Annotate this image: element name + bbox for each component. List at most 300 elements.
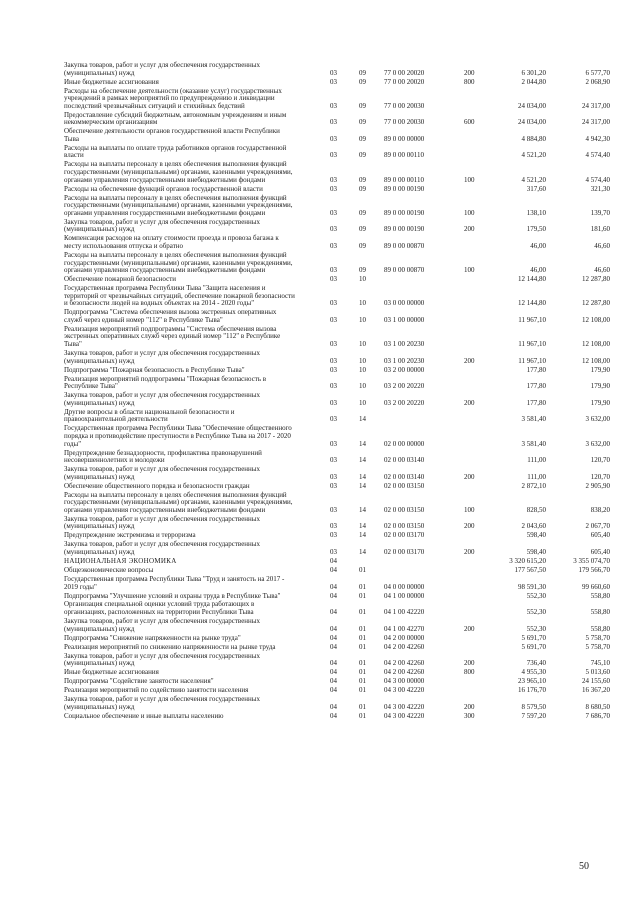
amount-year-1: 5 691,70 bbox=[521, 642, 546, 651]
table-row bbox=[64, 541, 610, 556]
amount-year-1: 12 144,80 bbox=[518, 275, 546, 284]
row-name: Подпрограмма "Пожарная безопасность в Республике Тыва" bbox=[64, 365, 245, 374]
target-article-code: 04 3 00 42220 bbox=[384, 711, 425, 720]
table-row bbox=[64, 376, 610, 391]
subsection-code: 09 bbox=[359, 241, 366, 250]
amount-year-2: 5 758,70 bbox=[585, 633, 610, 642]
section-code: 03 bbox=[330, 77, 337, 86]
section-code: 03 bbox=[330, 266, 337, 275]
expense-type-code: 200 bbox=[464, 398, 475, 407]
section-code: 03 bbox=[330, 382, 337, 391]
target-article-code: 04 3 00 42220 bbox=[384, 702, 425, 711]
subsection-code: 01 bbox=[359, 642, 366, 651]
amount-year-2: 558,80 bbox=[590, 624, 610, 633]
subsection-code: 10 bbox=[359, 340, 366, 349]
section-code: 03 bbox=[330, 531, 337, 540]
section-code: 04 bbox=[330, 642, 337, 651]
row-name: Подпрограмма "Снижение напряженности на рынке труда" bbox=[64, 633, 241, 642]
section-code: 03 bbox=[330, 415, 337, 424]
row-name: Расходы на выплаты персоналу в целях обеспечения выполнения функций государственными (муниципальными) органами, казенными учреждениями, органами управления государственными внебюджетными фондами bbox=[64, 250, 293, 275]
row-name: Расходы на обеспечение функций органов государственной власти bbox=[64, 184, 263, 193]
section-code: 03 bbox=[330, 225, 337, 234]
subsection-code: 10 bbox=[359, 365, 366, 374]
target-article-code: 03 0 00 00000 bbox=[384, 299, 425, 308]
section-code: 04 bbox=[330, 565, 337, 574]
row-name: Реализация мероприятий по содействию занятости населения bbox=[64, 686, 249, 695]
amount-year-2: 838,20 bbox=[590, 505, 610, 514]
row-name: Общеэкономические вопросы bbox=[64, 565, 154, 574]
amount-year-1: 598,40 bbox=[526, 547, 546, 556]
subsection-code: 01 bbox=[359, 677, 366, 686]
expense-type-code: 200 bbox=[464, 522, 475, 531]
section-code: 03 bbox=[330, 118, 337, 127]
section-code: 03 bbox=[330, 340, 337, 349]
section-code: 04 bbox=[330, 702, 337, 711]
row-name: Закупка товаров, работ и услуг для обеспечения государственных (муниципальных) нужд bbox=[64, 514, 261, 531]
amount-year-1: 24 034,00 bbox=[518, 118, 546, 127]
amount-year-1: 552,30 bbox=[526, 624, 546, 633]
row-name: Закупка товаров, работ и услуг для обеспечения государственных (муниципальных) нужд bbox=[64, 349, 261, 365]
amount-year-1: 317,60 bbox=[526, 184, 546, 193]
amount-year-2: 605,40 bbox=[590, 531, 610, 540]
amount-year-2: 46,60 bbox=[594, 266, 610, 275]
target-article-code: 04 1 00 42270 bbox=[384, 624, 425, 633]
amount-year-2: 179,90 bbox=[590, 398, 610, 407]
row-name: Компенсация расходов на оплату стоимости проезда и провоза багажа к месту использования отпуска и обратно bbox=[64, 234, 279, 250]
expense-type-code: 100 bbox=[464, 505, 475, 514]
table-row bbox=[64, 713, 610, 721]
amount-year-2: 16 367,20 bbox=[582, 686, 610, 695]
table-row bbox=[64, 618, 610, 633]
subsection-code: 09 bbox=[359, 266, 366, 275]
section-code: 03 bbox=[330, 522, 337, 531]
amount-year-1: 16 176,70 bbox=[518, 686, 546, 695]
subsection-code: 09 bbox=[359, 118, 366, 127]
row-name: Предупреждение экстремизма и терроризма bbox=[64, 531, 196, 540]
amount-year-1: 7 597,20 bbox=[521, 711, 546, 720]
subsection-code: 14 bbox=[359, 505, 366, 514]
expense-type-code: 100 bbox=[464, 208, 475, 217]
table-row bbox=[64, 128, 610, 143]
expense-type-code: 200 bbox=[464, 225, 475, 234]
row-name: Государственная программа Республики Тыва "Защита населения и территорий от чрезвычайных ситуаций, обеспечение пожарной безопасности и безопасности людей на водных объектах на 2014 - 2020 годы" bbox=[64, 284, 295, 308]
amount-year-2: 2 905,90 bbox=[585, 481, 610, 490]
section-code: 04 bbox=[330, 608, 337, 617]
target-article-code: 03 2 00 20220 bbox=[384, 382, 425, 391]
section-code: 03 bbox=[330, 456, 337, 465]
expense-type-code: 200 bbox=[464, 472, 475, 481]
row-name: Расходы на обеспечение деятельности (оказание услуг) государственных учреждений в рамках мероприятий по предупреждению и ликвидации последствий чрезвычайных ситуаций и стихийных бедствий bbox=[64, 86, 282, 110]
row-name: Реализация мероприятий подпрограммы "Пожарная безопасность в Республике Тыва" bbox=[64, 374, 267, 391]
row-name: Обеспечение деятельности органов государственной власти Республики Тыва bbox=[64, 127, 280, 143]
target-article-code: 89 0 00 00000 bbox=[384, 134, 425, 143]
table-row bbox=[64, 669, 610, 677]
target-article-code: 77 0 00 20020 bbox=[384, 77, 425, 86]
table-row bbox=[64, 145, 610, 160]
amount-year-2: 3 632,00 bbox=[585, 439, 610, 448]
amount-year-1: 3 581,40 bbox=[521, 439, 546, 448]
section-code: 04 bbox=[330, 582, 337, 591]
section-code: 03 bbox=[330, 184, 337, 193]
expense-type-code: 200 bbox=[464, 702, 475, 711]
subsection-code: 14 bbox=[359, 472, 366, 481]
row-name: Закупка товаров, работ и услуг для обеспечения государственных (муниципальных) нужд bbox=[64, 695, 261, 711]
amount-year-1: 4 521,20 bbox=[521, 151, 546, 160]
row-name: Расходы на выплаты по оплате труда работников органов государственной власти bbox=[64, 143, 287, 160]
amount-year-2: 12 108,00 bbox=[582, 356, 610, 365]
section-code: 03 bbox=[330, 101, 337, 110]
amount-year-1: 552,30 bbox=[526, 608, 546, 617]
row-name: Закупка товаров, работ и услуг для обеспечения государственных (муниципальных) нужд bbox=[64, 617, 261, 633]
table-row bbox=[64, 558, 610, 566]
amount-year-2: 12 108,00 bbox=[582, 340, 610, 349]
table-row bbox=[64, 309, 610, 324]
row-name: Обеспечение общественного порядка и безопасности граждан bbox=[64, 481, 250, 490]
row-name: Закупка товаров, работ и услуг для обеспечения государственных (муниципальных) нужд bbox=[64, 391, 261, 407]
table-row bbox=[64, 62, 610, 77]
section-code: 03 bbox=[330, 68, 337, 77]
section-code: 03 bbox=[330, 315, 337, 324]
amount-year-1: 98 591,30 bbox=[518, 582, 546, 591]
table-row bbox=[64, 79, 610, 87]
table-row bbox=[64, 687, 610, 695]
amount-year-2: 3 355 074,70 bbox=[573, 556, 610, 565]
amount-year-2: 120,70 bbox=[590, 456, 610, 465]
table-row bbox=[64, 161, 610, 184]
subsection-code: 01 bbox=[359, 591, 366, 600]
table-row bbox=[64, 653, 610, 668]
amount-year-1: 11 967,10 bbox=[518, 315, 546, 324]
section-code: 04 bbox=[330, 624, 337, 633]
subsection-code: 14 bbox=[359, 531, 366, 540]
row-name: Социальное обеспечение и иные выплаты населению bbox=[64, 711, 224, 720]
amount-year-1: 177,80 bbox=[526, 365, 546, 374]
amount-year-1: 23 965,10 bbox=[518, 677, 546, 686]
target-article-code: 02 0 00 00000 bbox=[384, 439, 425, 448]
amount-year-2: 8 680,50 bbox=[585, 702, 610, 711]
target-article-code: 04 0 00 00000 bbox=[384, 582, 425, 591]
amount-year-2: 181,60 bbox=[590, 225, 610, 234]
row-name: Подпрограмма "Улучшение условий и охраны труда в Республике Тыва" bbox=[64, 591, 281, 600]
subsection-code: 09 bbox=[359, 184, 366, 193]
amount-year-2: 2 067,70 bbox=[585, 522, 610, 531]
target-article-code: 04 2 00 00000 bbox=[384, 633, 425, 642]
amount-year-1: 5 691,70 bbox=[521, 633, 546, 642]
subsection-code: 01 bbox=[359, 702, 366, 711]
target-article-code: 89 0 00 00110 bbox=[384, 175, 424, 184]
table-row bbox=[64, 644, 610, 652]
section-code: 03 bbox=[330, 398, 337, 407]
row-name: Расходы на выплаты персоналу в целях обеспечения выполнения функций государственными (муниципальными) органами, казенными учреждениями, органами управления государственными внебюджетными фондами bbox=[64, 193, 293, 217]
subsection-code: 09 bbox=[359, 175, 366, 184]
row-name: Государственная программа Республики Тыва "Труд и занятость на 2017 - 2019 годы" bbox=[64, 574, 285, 591]
target-article-code: 77 0 00 20020 bbox=[384, 68, 425, 77]
amount-year-1: 4 955,30 bbox=[521, 668, 546, 677]
amount-year-2: 24 317,00 bbox=[582, 118, 610, 127]
subsection-code: 01 bbox=[359, 668, 366, 677]
row-name: НАЦИОНАЛЬНАЯ ЭКОНОМИКА bbox=[64, 556, 177, 565]
table-row bbox=[64, 276, 610, 284]
expense-type-code: 300 bbox=[464, 711, 475, 720]
subsection-code: 01 bbox=[359, 624, 366, 633]
amount-year-1: 8 579,50 bbox=[521, 702, 546, 711]
amount-year-1: 111,00 bbox=[527, 472, 546, 481]
target-article-code: 03 2 00 00000 bbox=[384, 365, 425, 374]
target-article-code: 89 0 00 00870 bbox=[384, 241, 425, 250]
amount-year-1: 46,00 bbox=[530, 266, 546, 275]
amount-year-1: 4 521,20 bbox=[521, 175, 546, 184]
table-row bbox=[64, 252, 610, 275]
subsection-code: 09 bbox=[359, 101, 366, 110]
row-name: Обеспечение пожарной безопасности bbox=[64, 275, 177, 284]
amount-year-1: 111,00 bbox=[527, 456, 546, 465]
subsection-code: 09 bbox=[359, 68, 366, 77]
section-code: 03 bbox=[330, 365, 337, 374]
amount-year-2: 7 686,70 bbox=[585, 711, 610, 720]
table-row bbox=[64, 350, 610, 365]
subsection-code: 10 bbox=[359, 398, 366, 407]
amount-year-2: 12 108,00 bbox=[582, 315, 610, 324]
expense-type-code: 200 bbox=[464, 624, 475, 633]
table-row bbox=[64, 635, 610, 643]
subsection-code: 14 bbox=[359, 456, 366, 465]
table-row bbox=[64, 392, 610, 407]
target-article-code: 77 0 00 20030 bbox=[384, 118, 425, 127]
section-code: 04 bbox=[330, 659, 337, 668]
target-article-code: 04 3 00 00000 bbox=[384, 677, 425, 686]
subsection-code: 01 bbox=[359, 608, 366, 617]
section-code: 03 bbox=[330, 547, 337, 556]
section-code: 04 bbox=[330, 633, 337, 642]
amount-year-2: 4 942,30 bbox=[585, 134, 610, 143]
table-row bbox=[64, 195, 610, 218]
expense-type-code: 800 bbox=[464, 668, 475, 677]
table-row bbox=[64, 425, 610, 448]
amount-year-1: 736,40 bbox=[526, 659, 546, 668]
section-code: 03 bbox=[330, 275, 337, 284]
table-row bbox=[64, 235, 610, 250]
amount-year-1: 177,80 bbox=[526, 382, 546, 391]
target-article-code: 04 3 00 42220 bbox=[384, 686, 425, 695]
section-code: 03 bbox=[330, 151, 337, 160]
table-row bbox=[64, 567, 610, 575]
row-name: Иные бюджетные ассигнования bbox=[64, 77, 159, 86]
amount-year-1: 3 581,40 bbox=[521, 415, 546, 424]
section-code: 03 bbox=[330, 472, 337, 481]
target-article-code: 02 0 00 03170 bbox=[384, 531, 425, 540]
table-row bbox=[64, 367, 610, 375]
target-article-code: 04 2 00 42260 bbox=[384, 668, 425, 677]
row-name: Закупка товаров, работ и услуг для обеспечения государственных (муниципальных) нужд bbox=[64, 540, 261, 556]
target-article-code: 04 1 00 00000 bbox=[384, 591, 425, 600]
amount-year-2: 3 632,00 bbox=[585, 415, 610, 424]
target-article-code: 77 0 00 20030 bbox=[384, 101, 425, 110]
section-code: 03 bbox=[330, 505, 337, 514]
section-code: 04 bbox=[330, 677, 337, 686]
target-article-code: 89 0 00 00190 bbox=[384, 225, 425, 234]
table-row bbox=[64, 450, 610, 465]
amount-year-2: 99 660,60 bbox=[582, 582, 610, 591]
row-name: Расходы на выплаты персоналу в целях обеспечения выполнения функций государственными (муниципальными) органами, казенными учреждениями, органами управления государственными внебюджетными фондами bbox=[64, 490, 293, 514]
target-article-code: 89 0 00 00110 bbox=[384, 151, 424, 160]
amount-year-1: 11 967,10 bbox=[518, 340, 546, 349]
amount-year-2: 321,30 bbox=[590, 184, 610, 193]
table-row bbox=[64, 112, 610, 127]
section-code: 03 bbox=[330, 299, 337, 308]
section-code: 03 bbox=[330, 356, 337, 365]
row-name: Расходы на выплаты персоналу в целях обеспечения выполнения функций государственными (муниципальными) органами, казенными учреждениями, органами управления государственными внебюджетными фондами bbox=[64, 160, 293, 184]
amount-year-1: 828,50 bbox=[526, 505, 546, 514]
expense-type-code: 100 bbox=[464, 175, 475, 184]
amount-year-1: 552,30 bbox=[526, 591, 546, 600]
target-article-code: 89 0 00 00190 bbox=[384, 208, 425, 217]
expense-type-code: 100 bbox=[464, 266, 475, 275]
subsection-code: 10 bbox=[359, 275, 366, 284]
target-article-code: 02 0 00 03150 bbox=[384, 481, 425, 490]
amount-year-2: 5 013,60 bbox=[585, 668, 610, 677]
table-row bbox=[64, 593, 610, 601]
subsection-code: 09 bbox=[359, 77, 366, 86]
expense-type-code: 200 bbox=[464, 547, 475, 556]
amount-year-2: 4 574,40 bbox=[585, 151, 610, 160]
subsection-code: 10 bbox=[359, 299, 366, 308]
amount-year-1: 4 884,80 bbox=[521, 134, 546, 143]
section-code: 03 bbox=[330, 208, 337, 217]
subsection-code: 01 bbox=[359, 633, 366, 642]
table-row bbox=[64, 88, 610, 111]
table-row bbox=[64, 576, 610, 591]
section-code: 03 bbox=[330, 175, 337, 184]
target-article-code: 03 1 00 20230 bbox=[384, 356, 425, 365]
amount-year-2: 179,90 bbox=[590, 382, 610, 391]
section-code: 03 bbox=[330, 241, 337, 250]
subsection-code: 01 bbox=[359, 582, 366, 591]
subsection-code: 14 bbox=[359, 439, 366, 448]
section-code: 04 bbox=[330, 556, 337, 565]
budget-table bbox=[64, 62, 610, 720]
row-name: Закупка товаров, работ и услуг для обеспечения государственных (муниципальных) нужд bbox=[64, 465, 261, 481]
amount-year-2: 24 317,00 bbox=[582, 101, 610, 110]
table-row bbox=[64, 326, 610, 349]
subsection-code: 14 bbox=[359, 547, 366, 556]
amount-year-1: 177,80 bbox=[526, 398, 546, 407]
amount-year-2: 120,70 bbox=[590, 472, 610, 481]
row-name: Другие вопросы в области национальной безопасности и правоохранительной деятельности bbox=[64, 407, 235, 424]
subsection-code: 10 bbox=[359, 315, 366, 324]
amount-year-2: 605,40 bbox=[590, 547, 610, 556]
table-row bbox=[64, 601, 610, 616]
amount-year-1: 46,00 bbox=[530, 241, 546, 250]
table-row bbox=[64, 696, 610, 711]
expense-type-code: 600 bbox=[464, 118, 475, 127]
section-code: 04 bbox=[330, 591, 337, 600]
target-article-code: 03 2 00 20220 bbox=[384, 398, 425, 407]
target-article-code: 89 0 00 00190 bbox=[384, 184, 425, 193]
amount-year-1: 11 967,10 bbox=[518, 356, 546, 365]
amount-year-1: 177 567,50 bbox=[514, 565, 546, 574]
amount-year-2: 24 155,60 bbox=[582, 677, 610, 686]
subsection-code: 14 bbox=[359, 415, 366, 424]
row-name: Подпрограмма "Система обеспечения вызова экстренных оперативных служб через единый номер "112" в Республике Тыва" bbox=[64, 308, 277, 324]
target-article-code: 02 0 00 03140 bbox=[384, 456, 425, 465]
amount-year-2: 745,10 bbox=[590, 659, 610, 668]
target-article-code: 02 0 00 03150 bbox=[384, 505, 425, 514]
section-code: 04 bbox=[330, 711, 337, 720]
amount-year-1: 2 872,10 bbox=[521, 481, 546, 490]
table-row bbox=[64, 466, 610, 481]
target-article-code: 03 1 00 00000 bbox=[384, 315, 425, 324]
amount-year-2: 12 287,80 bbox=[582, 299, 610, 308]
target-article-code: 04 2 00 42260 bbox=[384, 659, 425, 668]
row-name: Реализация мероприятий по снижению напряженности на рынке труда bbox=[64, 642, 276, 651]
subsection-code: 09 bbox=[359, 151, 366, 160]
amount-year-2: 558,80 bbox=[590, 591, 610, 600]
amount-year-2: 46,60 bbox=[594, 241, 610, 250]
amount-year-2: 558,80 bbox=[590, 608, 610, 617]
amount-year-1: 12 144,80 bbox=[518, 299, 546, 308]
expense-type-code: 200 bbox=[464, 68, 475, 77]
subsection-code: 10 bbox=[359, 382, 366, 391]
subsection-code: 14 bbox=[359, 481, 366, 490]
table-row bbox=[64, 492, 610, 515]
target-article-code: 04 2 00 42260 bbox=[384, 642, 425, 651]
amount-year-1: 2 043,60 bbox=[521, 522, 546, 531]
row-name: Предоставление субсидий бюджетным, автономным учреждениям и иным некоммерческим организациям bbox=[64, 110, 287, 127]
row-name: Закупка товаров, работ и услуг для обеспечения государственных (муниципальных) нужд bbox=[64, 217, 261, 234]
table-row bbox=[64, 409, 610, 424]
target-article-code: 02 0 00 03170 bbox=[384, 547, 425, 556]
subsection-code: 01 bbox=[359, 686, 366, 695]
table-row bbox=[64, 678, 610, 686]
amount-year-2: 5 758,70 bbox=[585, 642, 610, 651]
amount-year-2: 2 068,90 bbox=[585, 77, 610, 86]
amount-year-2: 6 577,70 bbox=[585, 68, 610, 77]
subsection-code: 09 bbox=[359, 134, 366, 143]
target-article-code: 89 0 00 00870 bbox=[384, 266, 425, 275]
amount-year-2: 179 566,70 bbox=[578, 565, 610, 574]
row-name: Закупка товаров, работ и услуг для обеспечения государственных (муниципальных) нужд bbox=[64, 61, 261, 77]
subsection-code: 01 bbox=[359, 711, 366, 720]
amount-year-1: 179,50 bbox=[526, 225, 546, 234]
row-name: Реализация мероприятий подпрограммы "Система обеспечения вызова экстренных оперативных служб через единый номер "112" в Республике Тыва" bbox=[64, 324, 281, 349]
section-code: 04 bbox=[330, 686, 337, 695]
expense-type-code: 200 bbox=[464, 659, 475, 668]
section-code: 03 bbox=[330, 481, 337, 490]
subsection-code: 10 bbox=[359, 356, 366, 365]
amount-year-1: 24 034,00 bbox=[518, 101, 546, 110]
expense-type-code: 200 bbox=[464, 356, 475, 365]
table-row bbox=[64, 186, 610, 194]
amount-year-1: 6 301,20 bbox=[521, 68, 546, 77]
table-row bbox=[64, 483, 610, 491]
section-code: 03 bbox=[330, 439, 337, 448]
table-row bbox=[64, 516, 610, 531]
section-code: 04 bbox=[330, 668, 337, 677]
target-article-code: 04 1 00 42220 bbox=[384, 608, 425, 617]
subsection-code: 01 bbox=[359, 565, 366, 574]
row-name: Организация специальной оценки условий труда работающих в организациях, расположенных на территории Республики Тыва bbox=[64, 600, 255, 617]
expense-type-code: 800 bbox=[464, 77, 475, 86]
table-row bbox=[64, 532, 610, 540]
section-code: 03 bbox=[330, 134, 337, 143]
amount-year-2: 4 574,40 bbox=[585, 175, 610, 184]
row-name: Иные бюджетные ассигнования bbox=[64, 668, 159, 677]
target-article-code: 03 1 00 20230 bbox=[384, 340, 425, 349]
row-name: Подпрограмма "Содействие занятости населения" bbox=[64, 677, 214, 686]
amount-year-1: 598,40 bbox=[526, 531, 546, 540]
amount-year-1: 3 320 615,20 bbox=[509, 556, 546, 565]
subsection-code: 09 bbox=[359, 225, 366, 234]
